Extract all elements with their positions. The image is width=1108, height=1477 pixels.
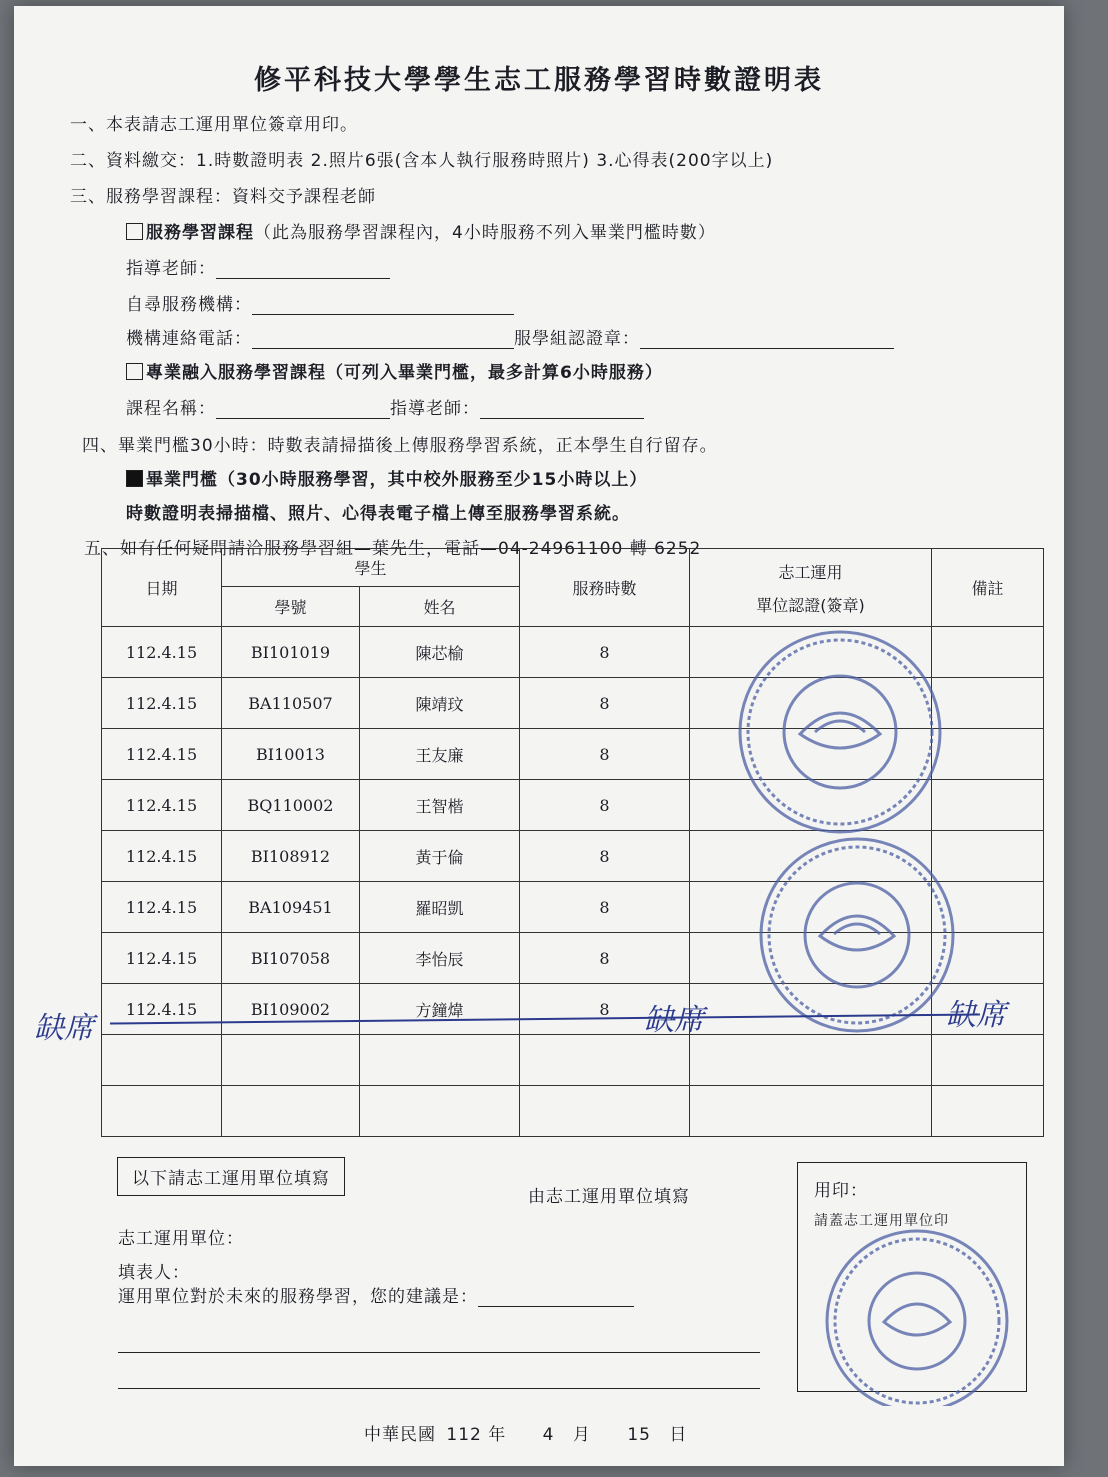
- empty-cell: [932, 1086, 1044, 1137]
- header-hours: 服務時數: [520, 549, 690, 627]
- fill-instruction-box: 以下請志工運用單位填寫: [117, 1157, 345, 1196]
- grad-row: [126, 465, 647, 490]
- course-name-row: [126, 394, 644, 419]
- org-phone-blank: [252, 330, 514, 349]
- header-org: [690, 549, 932, 627]
- course2-title: 專業融入服務學習課程: [146, 363, 326, 383]
- org-phone-row: [126, 324, 894, 349]
- section-five: 五、如有任何疑問請洽服務學習組—葉先生，電話—04-24961100 轉 6252: [84, 539, 702, 559]
- advisor-blank: [216, 260, 390, 279]
- empty-cell: [932, 1035, 1044, 1086]
- row-hours: 8: [520, 678, 690, 729]
- table-row-empty: [102, 1086, 1044, 1137]
- section-one: 一、本表請志工運用單位簽章用印。: [70, 115, 358, 135]
- row-date: 112.4.15: [102, 984, 222, 1035]
- row-hours: 8: [520, 627, 690, 678]
- header-student: 學生: [222, 549, 520, 587]
- header-name: 姓名: [360, 587, 520, 627]
- empty-cell: [520, 1086, 690, 1137]
- grad-checkbox[interactable]: [126, 470, 143, 487]
- row-student-id: BA109451: [222, 882, 360, 933]
- section-two: 二、資料繳交：1.時數證明表 2.照片6張(含本人執行服務時照片) 3.心得表(200字以上): [70, 151, 774, 171]
- row-name: 王智楷: [360, 780, 520, 831]
- seal-note: 請蓋志工運用單位印: [814, 1213, 949, 1229]
- empty-cell: [222, 1035, 360, 1086]
- row-name: 方鐘煒: [360, 984, 520, 1035]
- row-student-id: BI107058: [222, 933, 360, 984]
- row-date: 112.4.15: [102, 627, 222, 678]
- section-three: 三、服務學習課程：資料交予課程老師: [70, 187, 376, 207]
- empty-cell: [520, 1035, 690, 1086]
- grad-title: 畢業門檻: [146, 470, 218, 490]
- fill-note: 由志工運用單位填寫: [528, 1187, 690, 1207]
- org-seal-stamp-1: [730, 622, 950, 842]
- row-hours: 8: [520, 729, 690, 780]
- upload-note: 時數證明表掃描檔、照片、心得表電子檔上傳至服務學習系統。: [126, 504, 630, 524]
- suggest-label: 運用單位對於未來的服務學習，您的建議是：: [118, 1287, 478, 1307]
- date-day: 15: [627, 1425, 651, 1445]
- course2-checkbox[interactable]: [126, 363, 143, 380]
- row-hours: 8: [520, 933, 690, 984]
- row-student-id: BI108912: [222, 831, 360, 882]
- date-prefix: 中華民國: [364, 1425, 436, 1445]
- empty-cell: [360, 1035, 520, 1086]
- header-date: 日期: [102, 549, 222, 627]
- seal-title: 用印：: [814, 1181, 868, 1201]
- form-title: 修平科技大學學生志工服務學習時數證明表: [254, 65, 824, 96]
- org-phone-label: 機構連絡電話：: [126, 329, 252, 349]
- unit-label: 志工運用單位：: [118, 1229, 244, 1249]
- course1-checkbox[interactable]: [126, 223, 143, 240]
- course1-title: 服務學習課程: [146, 223, 254, 243]
- date-year: 112: [446, 1425, 482, 1445]
- row-hours: 8: [520, 882, 690, 933]
- row-date: 112.4.15: [102, 882, 222, 933]
- empty-cell: [360, 1086, 520, 1137]
- org-row: [126, 290, 514, 315]
- course1-row: [126, 218, 716, 243]
- org-seal-stamp-3: [812, 1226, 1022, 1406]
- suggest-line-2: [118, 1388, 760, 1389]
- row-date: 112.4.15: [102, 729, 222, 780]
- header-org-line1: 志工運用: [778, 562, 843, 582]
- row-date: 112.4.15: [102, 933, 222, 984]
- course-name-label: 課程名稱：: [126, 399, 216, 419]
- grad-note: （30小時服務學習，其中校外服務至少15小時以上）: [218, 470, 648, 490]
- row-date: 112.4.15: [102, 780, 222, 831]
- row-name: 陳靖玟: [360, 678, 520, 729]
- empty-cell: [102, 1035, 222, 1086]
- header-remark: 備註: [932, 549, 1044, 627]
- stamp-blank: [640, 330, 894, 349]
- row-hours: 8: [520, 780, 690, 831]
- empty-cell: [690, 1035, 932, 1086]
- table-row-empty: [102, 1035, 1044, 1086]
- absent-mark-left: 缺席: [34, 1011, 94, 1046]
- empty-cell: [222, 1086, 360, 1137]
- date-day-label: 日: [669, 1425, 688, 1445]
- row-name: 王友廉: [360, 729, 520, 780]
- course1-note: （此為服務學習課程內，4小時服務不列入畢業門檻時數）: [254, 223, 716, 243]
- org-label: 自尋服務機構：: [126, 295, 252, 315]
- row-hours: 8: [520, 831, 690, 882]
- section-four: 四、畢業門檻30小時：時數表請掃描後上傳服務學習系統，正本學生自行留存。: [82, 436, 718, 456]
- course2-row: [126, 358, 663, 383]
- stamp-label: 服學組認證章：: [514, 329, 640, 349]
- header-student-id: 學號: [222, 587, 360, 627]
- row-student-id: BQ110002: [222, 780, 360, 831]
- row-student-id: BI109002: [222, 984, 360, 1035]
- suggest-row: [118, 1282, 634, 1307]
- date-month: 4: [542, 1425, 555, 1445]
- row-student-id: BA110507: [222, 678, 360, 729]
- empty-cell: [690, 1086, 932, 1137]
- absent-mark-right: 缺席: [946, 998, 1006, 1033]
- date-line: [364, 1420, 687, 1445]
- row-name: 黃于倫: [360, 831, 520, 882]
- advisor-label-2: 指導老師：: [390, 399, 480, 419]
- table-header-row-1: [102, 549, 1044, 587]
- date-month-label: 月: [572, 1425, 591, 1445]
- row-date: 112.4.15: [102, 831, 222, 882]
- suggest-blank: [478, 1288, 634, 1307]
- row-date: 112.4.15: [102, 678, 222, 729]
- row-student-id: BI101019: [222, 627, 360, 678]
- filler-label: 填表人：: [118, 1263, 190, 1283]
- row-name: 羅昭凱: [360, 882, 520, 933]
- absent-mark-middle: 缺席: [644, 1003, 704, 1038]
- suggest-line-1: [118, 1352, 760, 1353]
- row-name: 李怡辰: [360, 933, 520, 984]
- advisor-row: [126, 254, 390, 279]
- course2-note: （可列入畢業門檻，最多計算6小時服務）: [326, 363, 663, 383]
- row-student-id: BI10013: [222, 729, 360, 780]
- row-name: 陳芯榆: [360, 627, 520, 678]
- advisor-label: 指導老師：: [126, 259, 216, 279]
- advisor-blank-2: [480, 400, 644, 419]
- course-name-blank: [216, 400, 390, 419]
- empty-cell: [102, 1086, 222, 1137]
- date-year-label: 年: [488, 1425, 507, 1445]
- org-seal-stamp-2: [752, 830, 962, 1040]
- header-org-line2: 單位認證(簽章): [756, 595, 865, 615]
- row-hours: 8: [520, 984, 690, 1035]
- org-blank: [252, 296, 514, 315]
